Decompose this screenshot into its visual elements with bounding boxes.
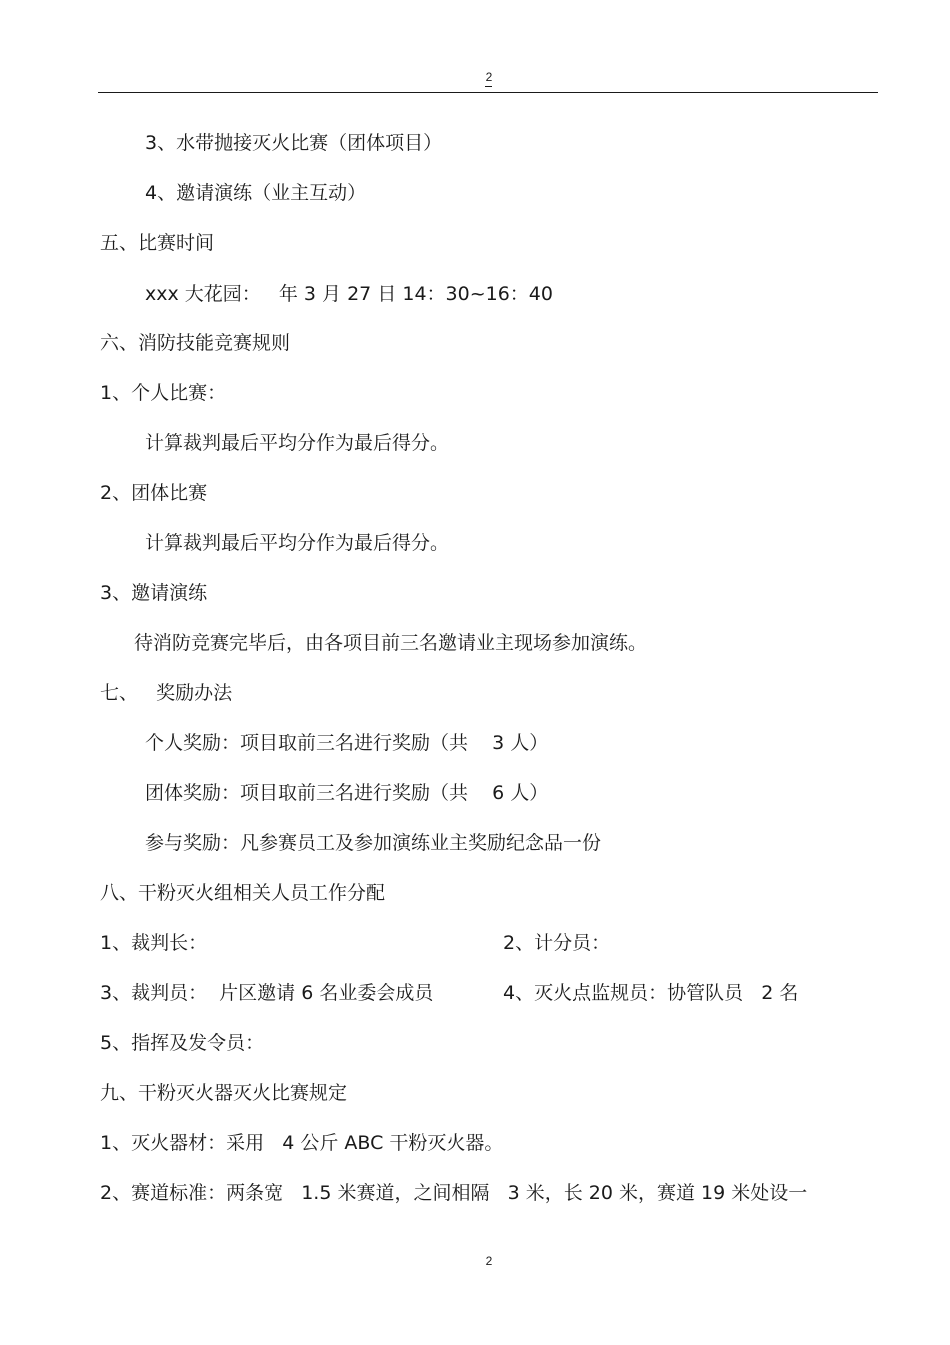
section-5-heading: 五、比赛时间 [100,232,215,254]
individual-award: 个人奖励：项目取前三名进行奖励（共 3 人） [145,732,549,754]
fire-point-monitor: 4、灭火点监规员：协管队员 2 名 [503,982,799,1004]
section-9-heading: 九、干粉灭火器灭火比赛规定 [100,1082,348,1104]
section-8-heading: 八、干粉灭火组相关人员工作分配 [100,882,386,904]
section-7-heading: 七、 奖励办法 [100,682,233,704]
item-hose-competition: 3、水带抛接灭火比赛（团体项目） [145,132,443,154]
rule-2-text: 计算裁判最后平均分作为最后得分。 [145,532,450,554]
competition-time-text: xxx 大花园： 年 3 月 27 日 14：30~16：40 [145,283,553,305]
rule-2-heading: 2、团体比赛 [100,482,208,504]
rule-3-heading: 3、邀请演练 [100,582,208,604]
section-6-heading: 六、消防技能竞赛规则 [100,332,291,354]
rule-3-text: 待消防竞赛完毕后，由各项目前三名邀请业主现场参加演练。 [134,632,648,654]
scorekeeper: 2、计分员： [503,932,611,954]
equipment-rule: 1、灭火器材：采用 4 公斤 ABC 干粉灭火器。 [100,1132,504,1154]
commander-starter: 5、指挥及发令员： [100,1032,265,1054]
header-rule [98,92,878,93]
referees: 3、裁判员： 片区邀请 6 名业委会成员 [100,982,434,1004]
team-award: 团体奖励：项目取前三名进行奖励（共 6 人） [145,782,549,804]
footer-page-number: 2 [485,1254,493,1268]
header-page-number: 2 [485,70,493,84]
header-page-number-underline [485,86,492,87]
item-invited-drill: 4、邀请演练（业主互动） [145,182,367,204]
participation-award: 参与奖励：凡参赛员工及参加演练业主奖励纪念品一份 [145,832,602,854]
track-standard-rule: 2、赛道标准：两条宽 1.5 米赛道，之间相隔 3 米，长 20 米，赛道 19 米处设一 [100,1182,808,1204]
rule-1-heading: 1、个人比赛： [100,382,227,404]
chief-referee: 1、裁判长： [100,932,208,954]
rule-1-text: 计算裁判最后平均分作为最后得分。 [145,432,450,454]
